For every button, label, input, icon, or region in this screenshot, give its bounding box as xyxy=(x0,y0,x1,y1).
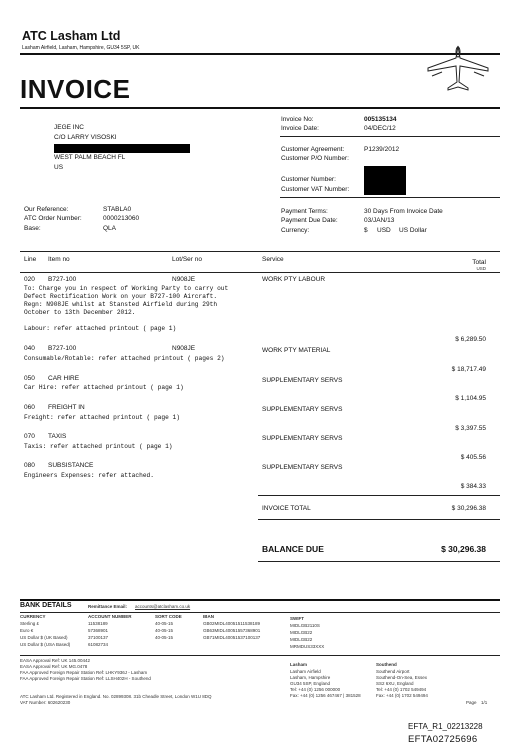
totals-rule xyxy=(258,495,500,496)
due-value: 03/JAN/13 xyxy=(364,217,395,224)
line-service: SUPPLEMENTARY SERVS xyxy=(262,464,343,471)
balance-due-amount: $ 30,296.38 xyxy=(441,544,486,554)
bank-row-account: 11538189 xyxy=(88,621,108,626)
bank-row-iban: GB71MIDL40051537100137 xyxy=(203,635,261,640)
col-line: Line xyxy=(24,256,37,263)
bank-col-sort: SORT CODE xyxy=(155,614,182,619)
customer-name: JEGE INC xyxy=(54,124,84,131)
terms-value: 30 Days From Invoice Date xyxy=(364,208,443,215)
approval-line: FAA Approved Foreign Repair Station Ref: LHKY936J - Lasham xyxy=(20,670,148,675)
line-item: B727-100 xyxy=(48,345,77,352)
office-southend-line: Southend Airport xyxy=(376,669,410,674)
bank-row-swift: MIDLGB2110S xyxy=(290,623,320,628)
bank-row-currency: US Dollar $ (USA Based) xyxy=(20,642,71,647)
info-rule xyxy=(280,136,500,137)
base-label: Base: xyxy=(24,225,41,232)
line-number: 050 xyxy=(24,375,35,382)
footer-ref-2: EFTA02725696 xyxy=(408,734,478,745)
info-rule-2 xyxy=(280,197,500,198)
currency-name: US Dollar xyxy=(399,227,427,234)
page-number: 1/1 xyxy=(481,700,488,705)
line-item: TAXIS xyxy=(48,433,67,440)
invoice-no-label: Invoice No: xyxy=(281,116,314,123)
line-amount: $ 6,289.50 xyxy=(455,336,486,343)
approval-line: FAA Approved Foreign Repair Station Ref: LLSH402H - Southend xyxy=(20,676,151,681)
col-item: Item no xyxy=(48,256,70,263)
company-address: Lasham Airfield, Lasham, Hampshire, GU34 5SP, UK xyxy=(22,45,140,51)
balance-due-label: BALANCE DUE xyxy=(262,544,324,554)
bank-col-currency: CURRENCY xyxy=(20,614,46,619)
line-desc: October to 13th December 2012. xyxy=(24,309,136,316)
airplane-logo-icon xyxy=(418,40,498,100)
bank-top-rule xyxy=(20,599,500,601)
po-label: Customer P/O Number: xyxy=(281,155,349,162)
line-amount: $ 18,717.49 xyxy=(451,366,486,373)
approval-line: EASA Approval Ref: UK 145.00442 xyxy=(20,658,91,663)
bank-row-iban: GB63MIDL40051557368901 xyxy=(203,628,261,633)
line-amount: $ 405.56 xyxy=(460,454,486,461)
bank-row-swift: MRMDUS33XXX xyxy=(290,644,325,649)
approval-line: EASA Approval Ref: UK MG.0478 xyxy=(20,664,88,669)
bank-row-account: 57368901 xyxy=(88,628,109,633)
bank-row-sort: 40-05-15 xyxy=(155,628,174,633)
bank-title: BANK DETAILS xyxy=(20,602,72,609)
our-ref: STABLA0 xyxy=(103,206,132,213)
col-lot: Lot/Ser no xyxy=(172,256,202,263)
invoice-no: 005135134 xyxy=(364,116,397,123)
line-amount: $ 384.33 xyxy=(460,483,486,490)
company-name: ATC Lasham Ltd xyxy=(22,29,121,43)
office-southend-line: Southend-On-Sea, Essex xyxy=(376,675,428,680)
office-southend-line: Tel: +44 (0) 1702 549494 xyxy=(376,687,427,692)
bank-row-sort: 40-05-15 xyxy=(155,635,174,640)
office-southend-line: SS2 6XU, England xyxy=(376,681,414,686)
remittance-email: accounts@atclasham.co.uk xyxy=(135,604,191,609)
currency-code: USD xyxy=(377,227,391,234)
bank-col-account: ACCOUNT NUMBER xyxy=(88,614,132,619)
bank-row-iban: GB02MIDL40051511538189 xyxy=(203,621,260,626)
line-number: 070 xyxy=(24,433,35,440)
line-service: WORK PTY MATERIAL xyxy=(262,347,331,354)
bank-col-iban: IBAN xyxy=(203,614,214,619)
line-number: 040 xyxy=(24,345,35,352)
customer-attn: C/O LARRY VISOSKI xyxy=(54,134,117,141)
page-label: Page xyxy=(466,700,477,705)
line-item: SUBSISTANCE xyxy=(48,462,94,469)
office-southend-line: Fax: +44 (0) 1702 549494 xyxy=(376,693,428,698)
our-ref-label: Our Reference: xyxy=(24,206,69,213)
line-note: Taxis: refer attached printout ( page 1) xyxy=(24,443,173,450)
office-lasham-line: Lasham Airfield xyxy=(290,669,321,674)
line-amount: $ 3,397.55 xyxy=(455,425,486,432)
bank-row-account: 37100137 xyxy=(88,635,109,640)
bank-row-currency: US Dollar $ (UK Based) xyxy=(20,635,68,640)
office-lasham-line: GU34 5SP, England xyxy=(290,681,330,686)
line-amount: $ 1,104.95 xyxy=(455,395,486,402)
bank-row-account: 61082734 xyxy=(88,642,109,647)
customer-number-label: Customer Number: xyxy=(281,176,336,183)
office-lasham-line: Tel: +44 (0) 1256 000000 xyxy=(290,687,341,692)
currency-symbol: $ xyxy=(364,227,368,234)
customer-city: WEST PALM BEACH FL xyxy=(54,154,126,161)
title-rule xyxy=(20,107,500,109)
remittance-label: Remittance Email: xyxy=(88,604,128,609)
line-desc: To: Charge you in respect of Working Party to carry out xyxy=(24,285,229,292)
vat-number: VAT Number: 602620230 xyxy=(20,700,71,705)
registered-office: ATC Lasham Ltd. Registered in England. No. 02899308. 31b Cheadle Street, London W1U 8DQ xyxy=(20,694,212,699)
line-desc: Regn: N908JE whilst at Stansted Airfield during 29th xyxy=(24,301,218,308)
customer-country: US xyxy=(54,164,64,171)
office-southend-title: Southend xyxy=(376,662,397,667)
col-service: Service xyxy=(262,256,284,263)
columns-top-rule xyxy=(20,251,500,252)
agreement-label: Customer Agreement: xyxy=(281,146,345,153)
totals-rule-2 xyxy=(258,519,500,520)
currency-label: Currency: xyxy=(281,227,310,234)
line-note: Consumable/Rotable: refer attached printout ( pages 2) xyxy=(24,355,225,362)
terms-label: Payment Terms: xyxy=(281,208,328,215)
line-item: CAR HIRE xyxy=(48,375,80,382)
line-service: SUPPLEMENTARY SERVS xyxy=(262,377,343,384)
invoice-date-label: Invoice Date: xyxy=(281,125,319,132)
bank-row-currency: Sterling £ xyxy=(20,621,40,626)
atc-order-label: ATC Order Number: xyxy=(24,215,82,222)
office-lasham-line: Lasham, Hampshire xyxy=(290,675,331,680)
due-label: Payment Due Date: xyxy=(281,217,338,224)
line-desc: Defect Rectification Work on your B727-100 Aircraft. xyxy=(24,293,218,300)
base-value: QLA xyxy=(103,225,117,232)
bank-col-swift: SWIFT xyxy=(290,616,304,621)
bank-row-swift: MIDLGB22 xyxy=(290,637,313,642)
line-service: SUPPLEMENTARY SERVS xyxy=(262,406,343,413)
line-number: 060 xyxy=(24,404,35,411)
redaction-box xyxy=(364,166,406,195)
office-lasham-line: Fax: +44 (0) 1256 467467 | 381528 xyxy=(290,693,361,698)
agreement-value: P1239/2012 xyxy=(364,146,400,153)
bank-row-sort: 40-05-15 xyxy=(155,621,174,626)
invoice-date: 04/DEC/12 xyxy=(364,125,396,132)
columns-bottom-rule xyxy=(20,272,500,273)
line-note: Engineers Expenses: refer attached. xyxy=(24,472,154,479)
line-lot: N908JE xyxy=(172,276,196,283)
line-note: Car Hire: refer attached printout ( page 1) xyxy=(24,384,184,391)
col-total: Total xyxy=(472,259,486,266)
invoice-total-amount: $ 30,296.38 xyxy=(451,505,486,512)
line-service: WORK PTY LABOUR xyxy=(262,276,326,283)
line-item: FREIGHT IN xyxy=(48,404,85,411)
line-note: Labour: refer attached printout ( page 1) xyxy=(24,325,177,332)
line-number: 080 xyxy=(24,462,35,469)
bank-rule xyxy=(20,612,500,613)
line-service: SUPPLEMENTARY SERVS xyxy=(262,435,343,442)
line-lot: N908JE xyxy=(172,345,196,352)
totals-rule-3 xyxy=(258,561,500,562)
office-lasham-title: Lasham xyxy=(290,662,308,667)
col-total-unit: USD xyxy=(476,266,486,271)
bank-row-currency: Euro € xyxy=(20,628,34,633)
line-item: B727-100 xyxy=(48,276,77,283)
line-number: 020 xyxy=(24,276,35,283)
invoice-total-label: INVOICE TOTAL xyxy=(262,505,311,512)
vat-label: Customer VAT Number: xyxy=(281,186,350,193)
invoice-title: INVOICE xyxy=(20,74,131,104)
approvals-rule xyxy=(20,655,500,656)
line-note: Freight: refer attached printout ( page 1) xyxy=(24,414,180,421)
atc-order: 0000213060 xyxy=(103,215,140,222)
footer-ref-1: EFTA_R1_02213228 xyxy=(408,722,483,731)
bank-row-swift: MIDLGB22 xyxy=(290,630,313,635)
redaction-bar xyxy=(54,144,190,153)
